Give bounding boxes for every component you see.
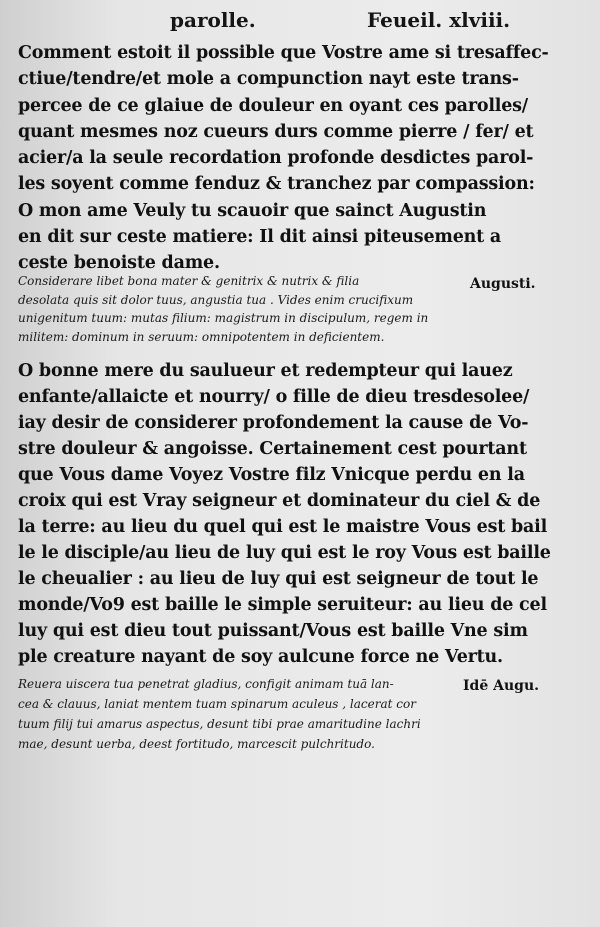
- text-line: quant mesmes noz cueurs durs comme pierre / fer/ et: [18, 121, 534, 142]
- margin-note-2: Idē Augu.: [463, 678, 540, 694]
- text-line: les soyent comme fenduz & tranchez par compassion:: [18, 174, 535, 195]
- text-line: O bonne mere du saulueur et redempteur qui lauez: [18, 361, 513, 381]
- text-line: le le disciple/au lieu de luy qui est le roy Vous est baille: [18, 543, 551, 563]
- text-line: percee de ce glaiue de douleur en oyant ces parolles/: [18, 95, 528, 116]
- latin-quote-2: [18, 674, 468, 754]
- text-line: unigenitum tuum: mutas filium: magistrum in discipulum, regem in: [18, 311, 429, 325]
- text-line: ceste benoiste dame.: [18, 253, 220, 274]
- text-line: enfante/allaicte et nourry/ o fille de dieu tresdesolee/: [18, 387, 530, 407]
- text-line: Considerare libet bona mater & genitrix & nutrix & filia: [18, 274, 360, 288]
- text-line: monde/Vo9 est baille le simple seruiteur: au lieu de cel: [18, 595, 547, 615]
- text-line: le cheualier : au lieu de luy qui est seigneur de tout le: [18, 569, 539, 589]
- text-line: militem: dominum in seruum: omnipotentem in deficientem.: [18, 329, 385, 344]
- folio-number: Feueil. xlviii.: [367, 8, 511, 32]
- text-line: stre douleur & angoisse. Certainement cest pourtant: [18, 439, 527, 459]
- paragraph-1: [18, 40, 549, 277]
- text-line: Comment estoit il possible que Vostre ame si tresaffec-: [18, 43, 549, 63]
- text-line: iay desir de considerer profondement la cause de Vo-: [18, 413, 529, 433]
- text-line: cea & clauus, laniat mentem tuam spinarum aculeus , lacerat cor: [18, 697, 416, 711]
- text-line: O mon ame Veuly tu scauoir que sainct Augustin: [18, 200, 487, 221]
- text-line: que Vous dame Voyez Vostre filz Vnicque perdu en la: [18, 465, 525, 485]
- text-line: ctiue/tendre/et mole a compunction nayt este trans-: [18, 69, 519, 90]
- text-line: ple creature nayant de soy aulcune force ne Vertu.: [18, 647, 503, 667]
- margin-note-1: Augusti.: [470, 276, 536, 292]
- text-line: acier/a la seule recordation profonde desdictes parol-: [18, 148, 534, 169]
- text-line: la terre: au lieu du quel qui est le maistre Vous est bail: [18, 517, 548, 537]
- paragraph-2: [18, 358, 551, 670]
- text-line: desolata quis sit dolor tuus, angustia tua . Vides enim crucifixum: [18, 292, 414, 307]
- text-line: en dit sur ceste matiere: Il dit ainsi piteusement a: [18, 227, 502, 248]
- text-line: mae, desunt uerba, deest fortitudo, marcescit pulchritudo.: [18, 737, 375, 751]
- text-line: Reuera uiscera tua penetrat gladius, configit animam tuā lan-: [18, 677, 394, 691]
- running-header: [0, 6, 600, 36]
- text-line: luy qui est dieu tout puissant/Vous est baille Vne sim: [18, 621, 528, 641]
- latin-quote-1: [18, 272, 468, 346]
- text-line: croix qui est Vray seigneur et dominateur du ciel & de: [18, 491, 541, 511]
- header-left-word: parolle.: [170, 8, 256, 32]
- text-line: tuum filij tui amarus aspectus, desunt tibi prae amaritudine lachri: [18, 717, 421, 731]
